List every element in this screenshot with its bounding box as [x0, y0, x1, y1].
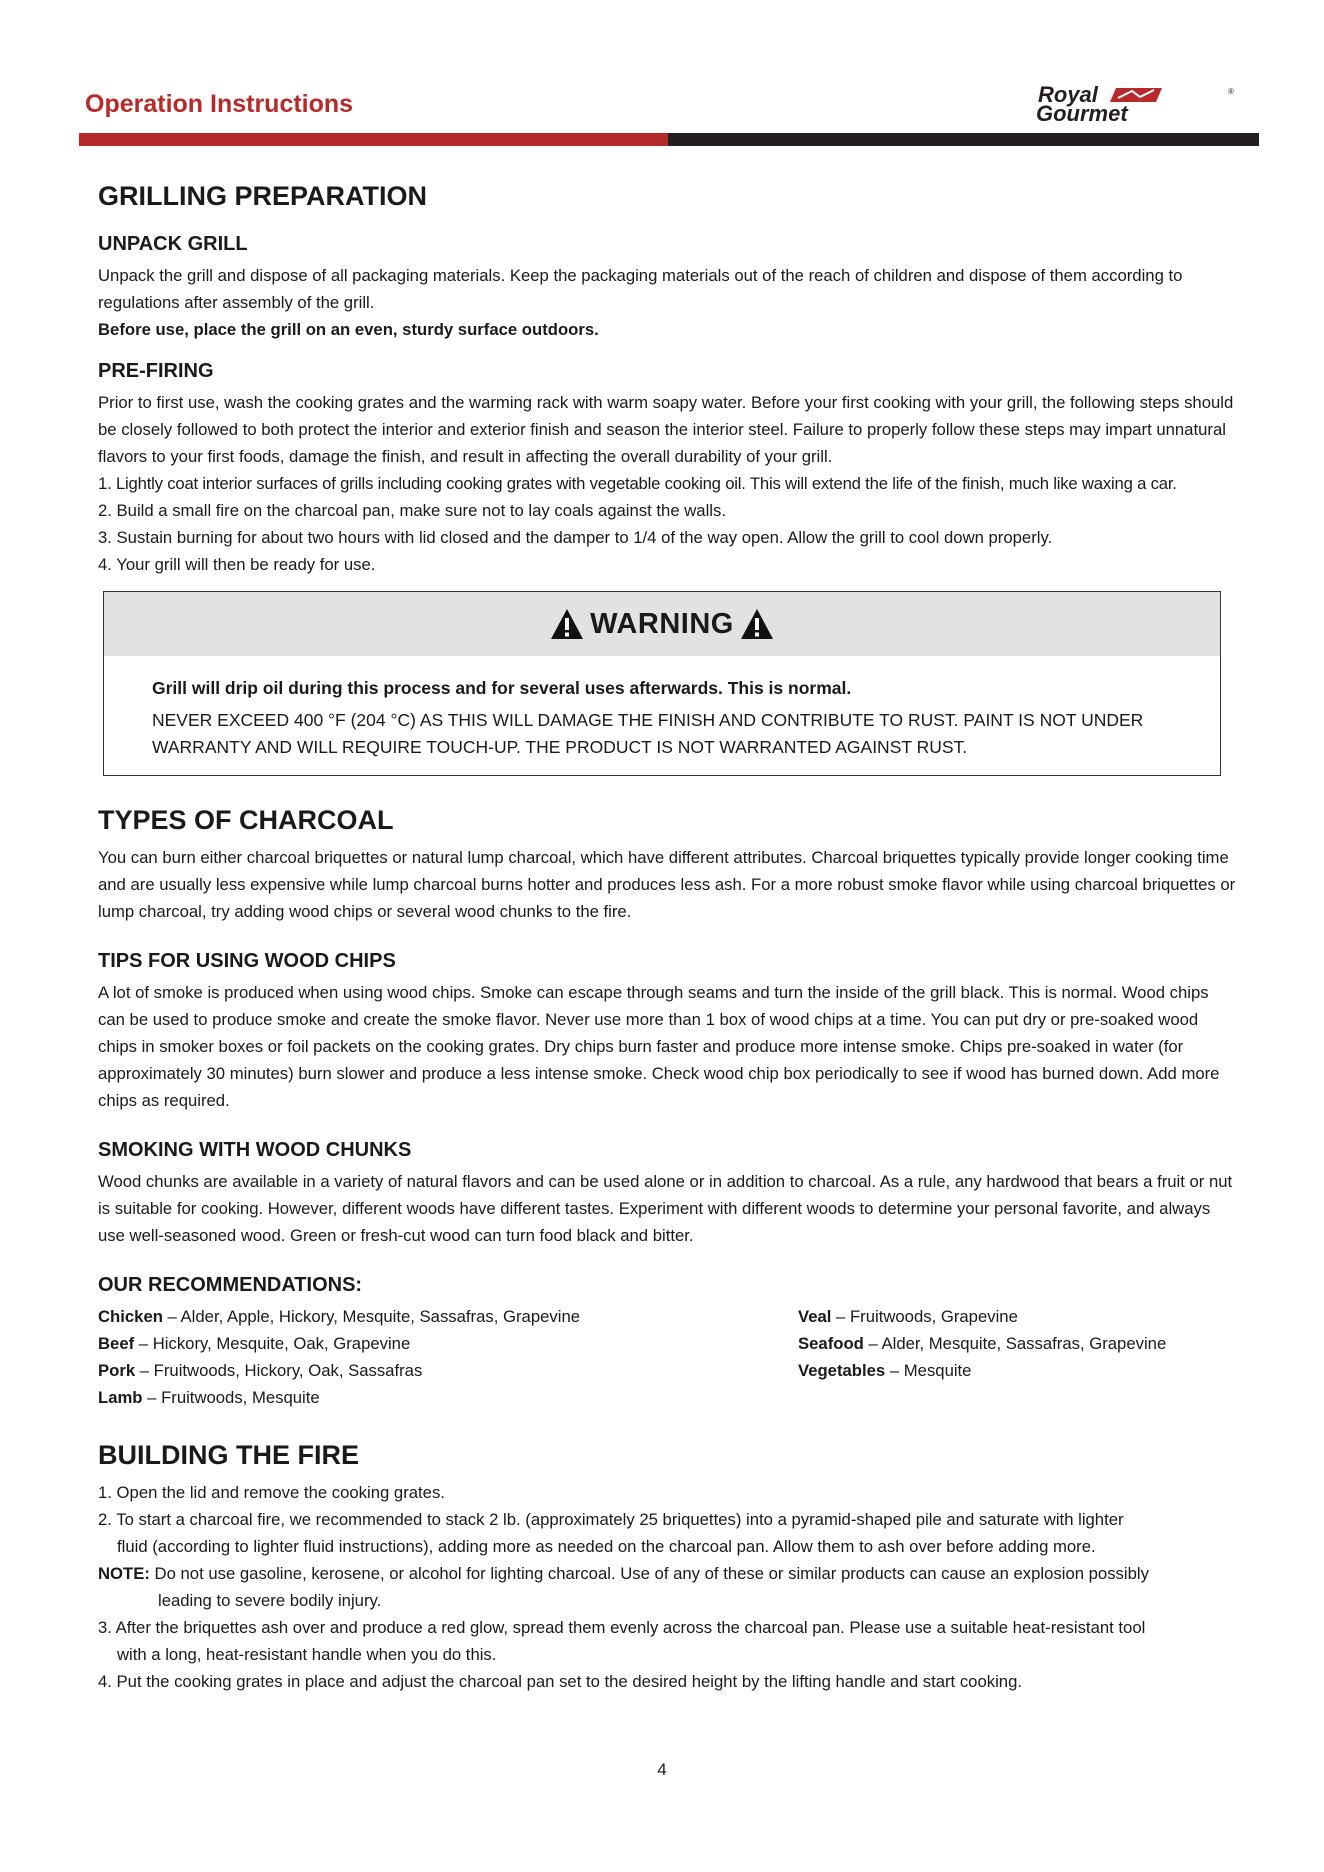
prefiring-step: 1. Lightly coat interior surfaces of grills including cooking grates with vegetable cooking oil. This will extend the life of the finish, much like waxing a car. — [98, 474, 1177, 493]
subsection-title-wood-chunks: SMOKING WITH WOOD CHUNKS — [98, 1139, 412, 1161]
section-title-grilling-prep: GRILLING PREPARATION — [98, 181, 427, 211]
fire-step: 1. Open the lid and remove the cooking grates. — [98, 1483, 445, 1502]
subsection-title-wood-chips: TIPS FOR USING WOOD CHIPS — [98, 950, 396, 972]
recommendations-table — [98, 1303, 1238, 1411]
warning-box — [103, 591, 1221, 776]
fire-step: 4. Put the cooking grates in place and adjust the charcoal pan set to the desired height by the lifting handle and start cooking. — [98, 1672, 1022, 1691]
logo-registered: ® — [1228, 87, 1234, 96]
header-bar — [79, 133, 1259, 146]
warning-title: WARNING — [590, 607, 734, 640]
warning-bold-line: Grill will drip oil during this process and for several uses afterwards. This is normal. — [152, 678, 852, 698]
prefiring-step: 2. Build a small fire on the charcoal pan, make sure not to lay coals against the walls. — [98, 501, 726, 520]
warning-caps-text: NEVER EXCEED 400 °F (204 °C) AS THIS WILL DAMAGE THE FINISH AND CONTRIBUTE TO RUST. PAINT IS NOT UNDER WARRANTY AND WILL REQUIRE TOUCH-UP. THE PRODUCT IS NOT WARRANTED AGAINST RUST. — [152, 710, 1144, 757]
recommendation-row: Beef – Hickory, Mesquite, Oak, Grapevine — [98, 1334, 411, 1353]
charcoal-text: You can burn either charcoal briquettes or natural lump charcoal, which have different attributes. Charcoal briquettes typically provide longer cooking time and are usually less expensive while lump charcoal burns hotter and produces less ash. For a more robust smoke flavor while using charcoal briquettes or lump charcoal, try adding wood chips or several wood chunks to the fire. — [98, 848, 1236, 921]
warning-triangle-icon — [740, 608, 774, 640]
recommendation-row: Pork – Fruitwoods, Hickory, Oak, Sassafras — [98, 1361, 423, 1380]
royal-gourmet-logo — [1034, 84, 1234, 124]
page-number: 4 — [657, 1760, 667, 1779]
fire-note: NOTE: Do not use gasoline, kerosene, or alcohol for lighting charcoal. Use of any of these or similar products can cause an explosion possibly — [98, 1564, 1149, 1583]
warning-triangle-icon — [550, 608, 584, 640]
recommendation-row: Lamb – Fruitwoods, Mesquite — [98, 1388, 320, 1407]
recommendations-right-column — [798, 1303, 1238, 1411]
fire-note-continued: leading to severe bodily injury. — [158, 1591, 382, 1610]
fire-step: 3. After the briquettes ash over and produce a red glow, spread them evenly across the charcoal pan. Please use a suitable heat-resistant tool — [98, 1618, 1146, 1637]
wood-chips-text: A lot of smoke is produced when using wood chips. Smoke can escape through seams and turn the inside of the grill black. This is normal. Wood chips can be used to produce smoke and create the smoke flavor. Never use more than 1 box of wood chips at a time. You can put dry or pre-soaked wood chips in smoker boxes or foil packets on the cooking grates. Dry chips burn faster and produce more intense smoke. Chips pre-soaked in water (for approximately 30 minutes) burn slower and produce a less intense smoke. Check wood chip box periodically to see if wood has burned down. Add more chips as required. — [98, 983, 1220, 1110]
subsection-title-unpack: UNPACK GRILL — [98, 233, 248, 255]
prefiring-text: Prior to first use, wash the cooking grates and the warming rack with warm soapy water. Before your first cooking with your grill, the following steps should be closely followed to both protect the interior and exterior finish and season the interior steel. Failure to properly follow these steps may impart unnatural flavors to your first foods, damage the finish, and result in affecting the overall durability of your grill. — [98, 393, 1234, 466]
subsection-title-prefiring: PRE-FIRING — [98, 360, 214, 382]
logo-line2: Gourmet — [1036, 101, 1128, 124]
recommendation-row: Seafood – Alder, Mesquite, Sassafras, Grapevine — [798, 1334, 1167, 1353]
header-title: Operation Instructions — [85, 90, 354, 118]
subsection-title-recommendations: OUR RECOMMENDATIONS: — [98, 1274, 363, 1296]
wood-chunks-text: Wood chunks are available in a variety of natural flavors and can be used alone or in addition to charcoal. As a rule, any hardwood that bears a fruit or nut is suitable for cooking. However, different woods have different tastes. Experiment with different woods to determine your personal favorite, and always use well-seasoned wood. Green or fresh-cut wood can turn food black and bitter. — [98, 1172, 1233, 1245]
page-content — [98, 178, 1238, 1695]
fire-step-continued: fluid (according to lighter fluid instructions), adding more as needed on the charcoal pan. Allow them to ash over before adding more. — [117, 1537, 1096, 1556]
recommendation-row: Veal – Fruitwoods, Grapevine — [798, 1307, 1018, 1326]
unpack-text: Unpack the grill and dispose of all packaging materials. Keep the packaging materials out of the reach of children and dispose of them according to regulations after assembly of the grill. — [98, 266, 1183, 312]
prefiring-step: 4. Your grill will then be ready for use. — [98, 555, 376, 574]
unpack-bold: Before use, place the grill on an even, sturdy surface outdoors. — [98, 320, 599, 339]
recommendation-row: Vegetables – Mesquite — [798, 1361, 972, 1380]
section-title-charcoal: TYPES OF CHARCOAL — [98, 805, 394, 835]
section-title-building-fire: BUILDING THE FIRE — [98, 1440, 359, 1470]
warning-body — [104, 656, 1220, 775]
prefiring-step: 3. Sustain burning for about two hours with lid closed and the damper to 1/4 of the way open. Allow the grill to cool down properly. — [98, 528, 1053, 547]
recommendation-row: Chicken – Alder, Apple, Hickory, Mesquite, Sassafras, Grapevine — [98, 1307, 581, 1326]
logo-line1: Royal — [1038, 84, 1098, 107]
fire-step: 2. To start a charcoal fire, we recommended to stack 2 lb. (approximately 25 briquettes) into a pyramid-shaped pile and saturate with lighter — [98, 1510, 1124, 1529]
fire-step-continued: with a long, heat-resistant handle when you do this. — [117, 1645, 497, 1664]
recommendations-left-column — [98, 1303, 798, 1411]
warning-header — [104, 592, 1220, 656]
